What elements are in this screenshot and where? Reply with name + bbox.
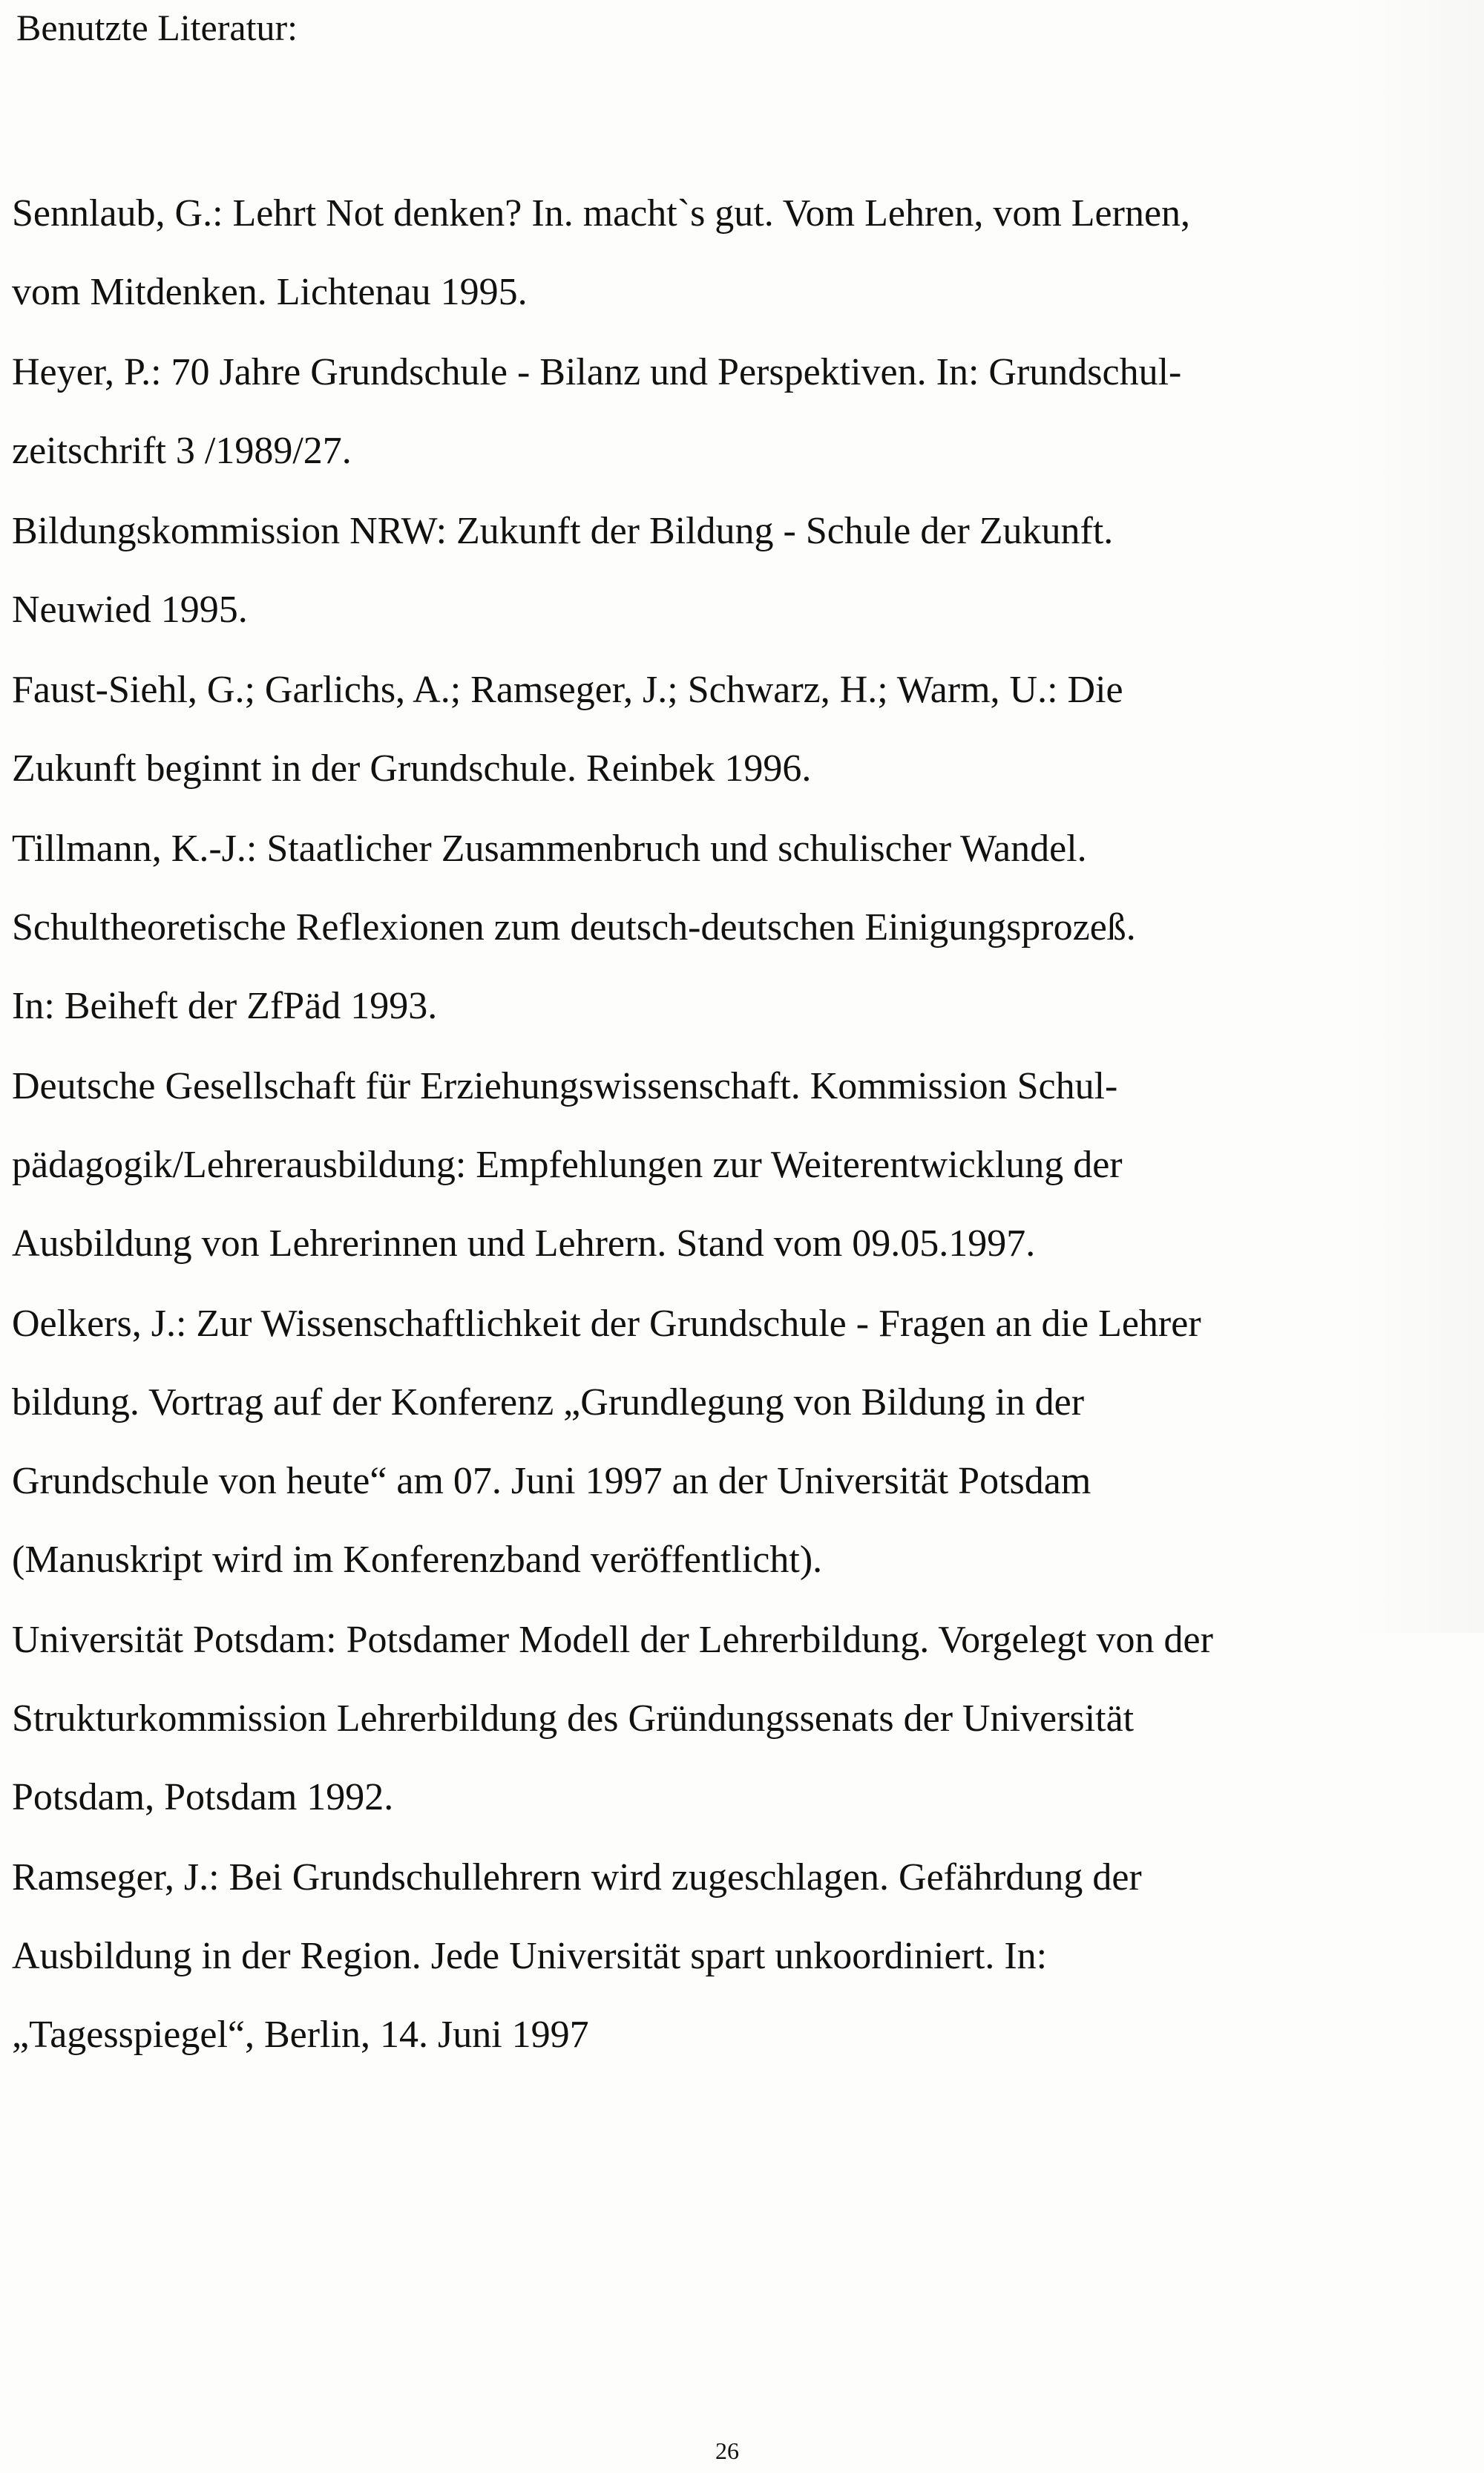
reference-line: In: Beiheft der ZfPäd 1993. [12, 985, 438, 1027]
reference-entry [12, 1285, 1466, 1599]
reference-line: bildung. Vortrag auf der Konferenz „Grundlegung von Bildung in der [12, 1381, 1085, 1424]
reference-list [12, 174, 1466, 2076]
reference-line: Universität Potsdam: Potsdamer Modell der Lehrerbildung. Vorgelegt von der [12, 1619, 1213, 1661]
reference-line: Strukturkommission Lehrerbildung des Gründungssenats der Universität [12, 1697, 1135, 1740]
reference-line: Bildungskommission NRW: Zukunft der Bildung - Schule der Zukunft. [12, 510, 1114, 552]
reference-entry [12, 651, 1466, 808]
reference-line: Grundschule von heute“ am 07. Juni 1997 an der Universität Potsdam [12, 1460, 1091, 1502]
reference-line: (Manuskript wird im Konferenzband veröffentlicht). [12, 1539, 823, 1581]
reference-line: „Tagesspiegel“, Berlin, 14. Juni 1997 [12, 2014, 589, 2056]
page-heading: Benutzte Literatur: [16, 7, 298, 48]
page-number: 26 [715, 2437, 739, 2464]
reference-line: Tillmann, K.-J.: Staatlicher Zusammenbruch und schulischer Wandel. [12, 828, 1087, 870]
reference-line: Ramseger, J.: Bei Grundschullehrern wird zugeschlagen. Gefährdung der [12, 1856, 1142, 1899]
reference-line: Heyer, P.: 70 Jahre Grundschule - Bilanz und Perspektiven. In: Grundschul- [12, 351, 1182, 393]
reference-entry [12, 1601, 1466, 1837]
reference-entry [12, 1838, 1466, 2074]
reference-entry [12, 810, 1466, 1046]
reference-line: Zukunft beginnt in der Grundschule. Reinbek 1996. [12, 747, 812, 790]
reference-entry [12, 492, 1466, 649]
reference-line: Oelkers, J.: Zur Wissenschaftlichkeit der Grundschule - Fragen an die Lehrer [12, 1303, 1201, 1345]
reference-line: vom Mitdenken. Lichtenau 1995. [12, 271, 528, 313]
reference-line: Schultheoretische Reflexionen zum deutsch-deutschen Einigungsprozeß. [12, 906, 1136, 949]
reference-entry [12, 174, 1466, 332]
reference-line: Ausbildung von Lehrerinnen und Lehrern. Stand vom 09.05.1997. [12, 1222, 1036, 1265]
reference-line: Deutsche Gesellschaft für Erziehungswissenschaft. Kommission Schul- [12, 1065, 1118, 1107]
reference-line: Potsdam, Potsdam 1992. [12, 1776, 394, 1818]
reference-entry [12, 333, 1466, 491]
reference-line: Faust-Siehl, G.; Garlichs, A.; Ramseger, J.; Schwarz, H.; Warm, U.: Die [12, 669, 1123, 711]
reference-line: Sennlaub, G.: Lehrt Not denken? In. macht`s gut. Vom Lehren, vom Lernen, [12, 192, 1191, 235]
reference-line: Ausbildung in der Region. Jede Universität spart unkoordiniert. In: [12, 1935, 1048, 1977]
reference-line: Neuwied 1995. [12, 589, 248, 631]
reference-line: pädagogik/Lehrerausbildung: Empfehlungen zur Weiterentwicklung der [12, 1144, 1123, 1186]
reference-line: zeitschrift 3 /1989/27. [12, 430, 352, 472]
reference-entry [12, 1047, 1466, 1283]
